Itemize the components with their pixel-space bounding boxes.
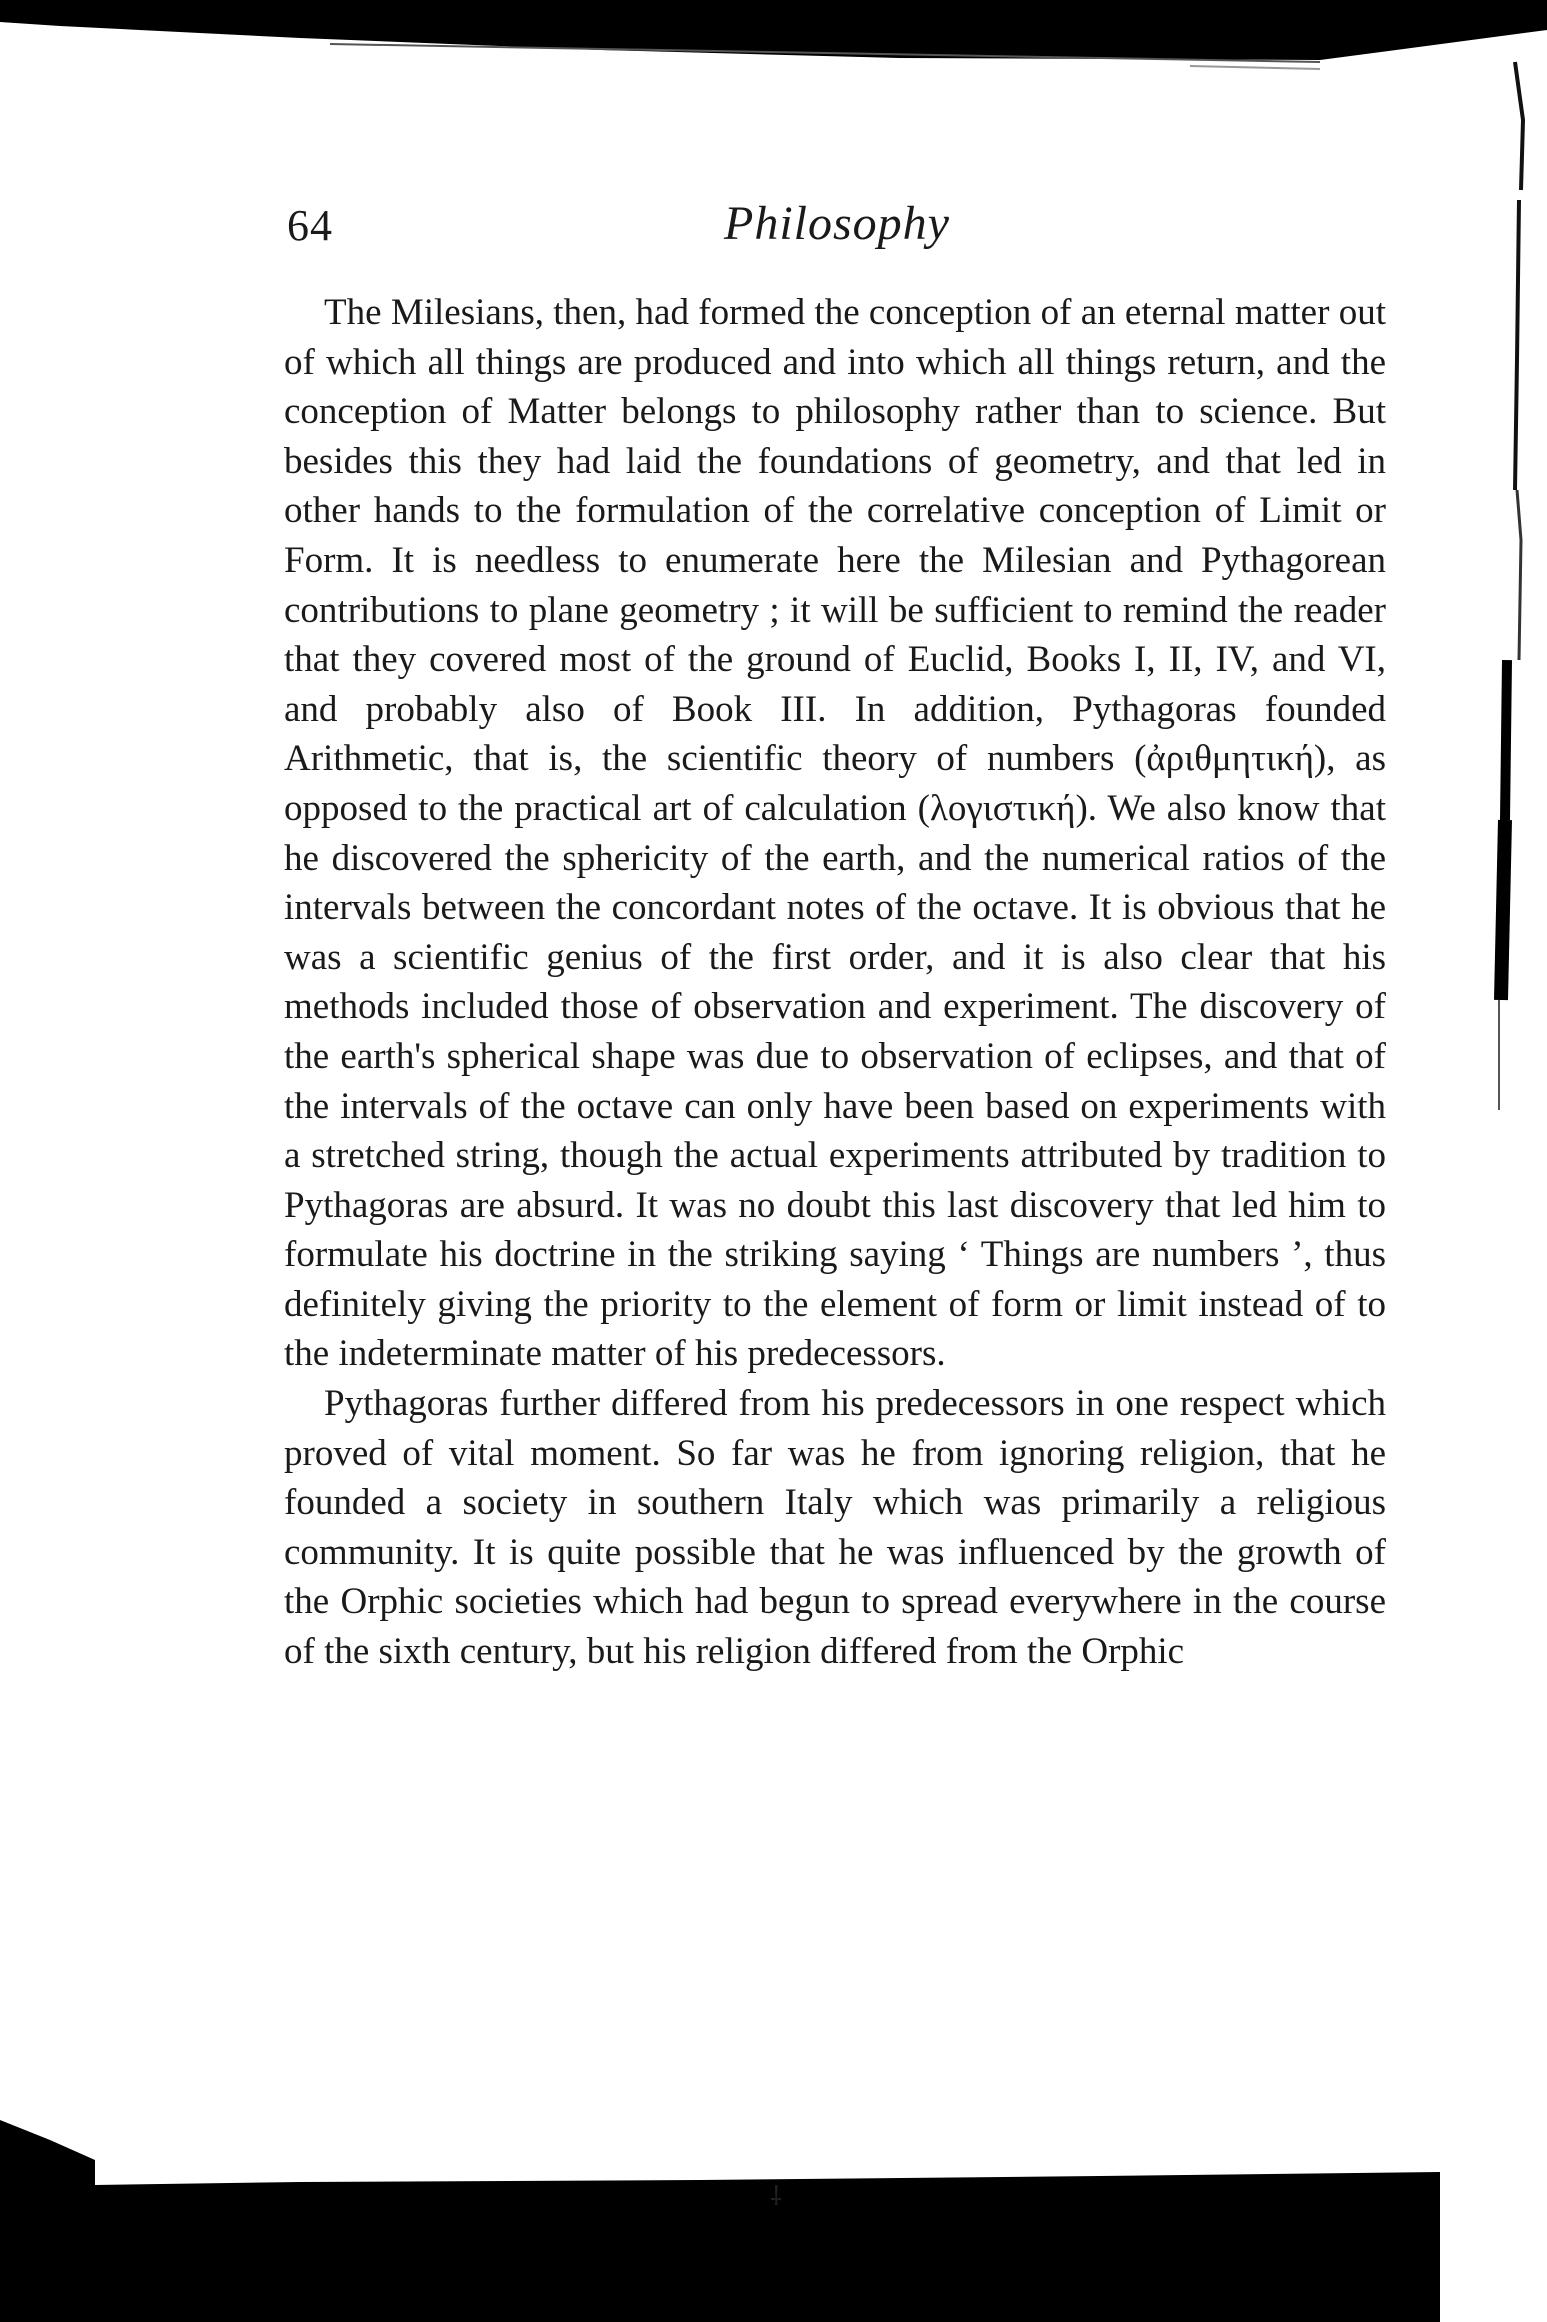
running-title: Philosophy bbox=[724, 197, 950, 250]
scan-edge-top bbox=[0, 0, 1547, 80]
scan-edge-bottom bbox=[0, 2120, 1547, 2322]
paragraph: Pythagoras further differed from his predecessors in one respect which proved of vital moment. So far was he from ignoring religion, that he founded a society in southern Italy which was primarily a religious community. It is quite possible that he was influenced by the growth of the Orphic societies which had begun to spread everywhere in the course of the sixth century, but his religion differed from the Orphic bbox=[284, 1383, 1386, 1673]
scan-edge-right bbox=[1427, 60, 1547, 1120]
page-header bbox=[287, 190, 1387, 270]
paragraph: The Milesians, then, had formed the conception of an eternal matter out of which all things are produced and into which all things return, and the conception of Matter belongs to philosophy rather than to science. But besides this they had laid the foundations of geometry, and that led in other hands to the formulation of the correlative conception of Limit or Form. It is needless to enumerate here the Milesian and Pythagorean contributions to plane geometry ; it will be sufficient to remind the reader that they covered most of the ground of Euclid, Books I, II, IV, and VI, and probably also of Book III. In addition, Pythagoras founded Arithmetic, that is, the scientific theory of numbers (ἀριθμητική), as opposed to the practical art of calculation (λογιστική). We also know that he discovered the sphericity of the earth, and the numerical ratios of the intervals between the concordant notes of the octave. It is obvious that he was a scientific genius of the first order, and it is also clear that his methods included those of observation and experiment. The discovery of the earth's spherical shape was due to observation of eclipses, and that of the intervals of the octave can only have been based on experiments with a stretched string, though the actual experiments attributed by tradition to Pythagoras are absurd. It was no doubt this last discovery that led him to formulate his doctrine in the striking saying ‘ Things are numbers ’, thus definitely giving the priority to the element of form or limit instead of to the indeterminate matter of his predecessors. bbox=[284, 292, 1386, 1375]
body-text bbox=[284, 288, 1386, 1677]
scan-mark: ⸸ bbox=[770, 2182, 783, 2211]
page-number: 64 bbox=[287, 201, 333, 250]
